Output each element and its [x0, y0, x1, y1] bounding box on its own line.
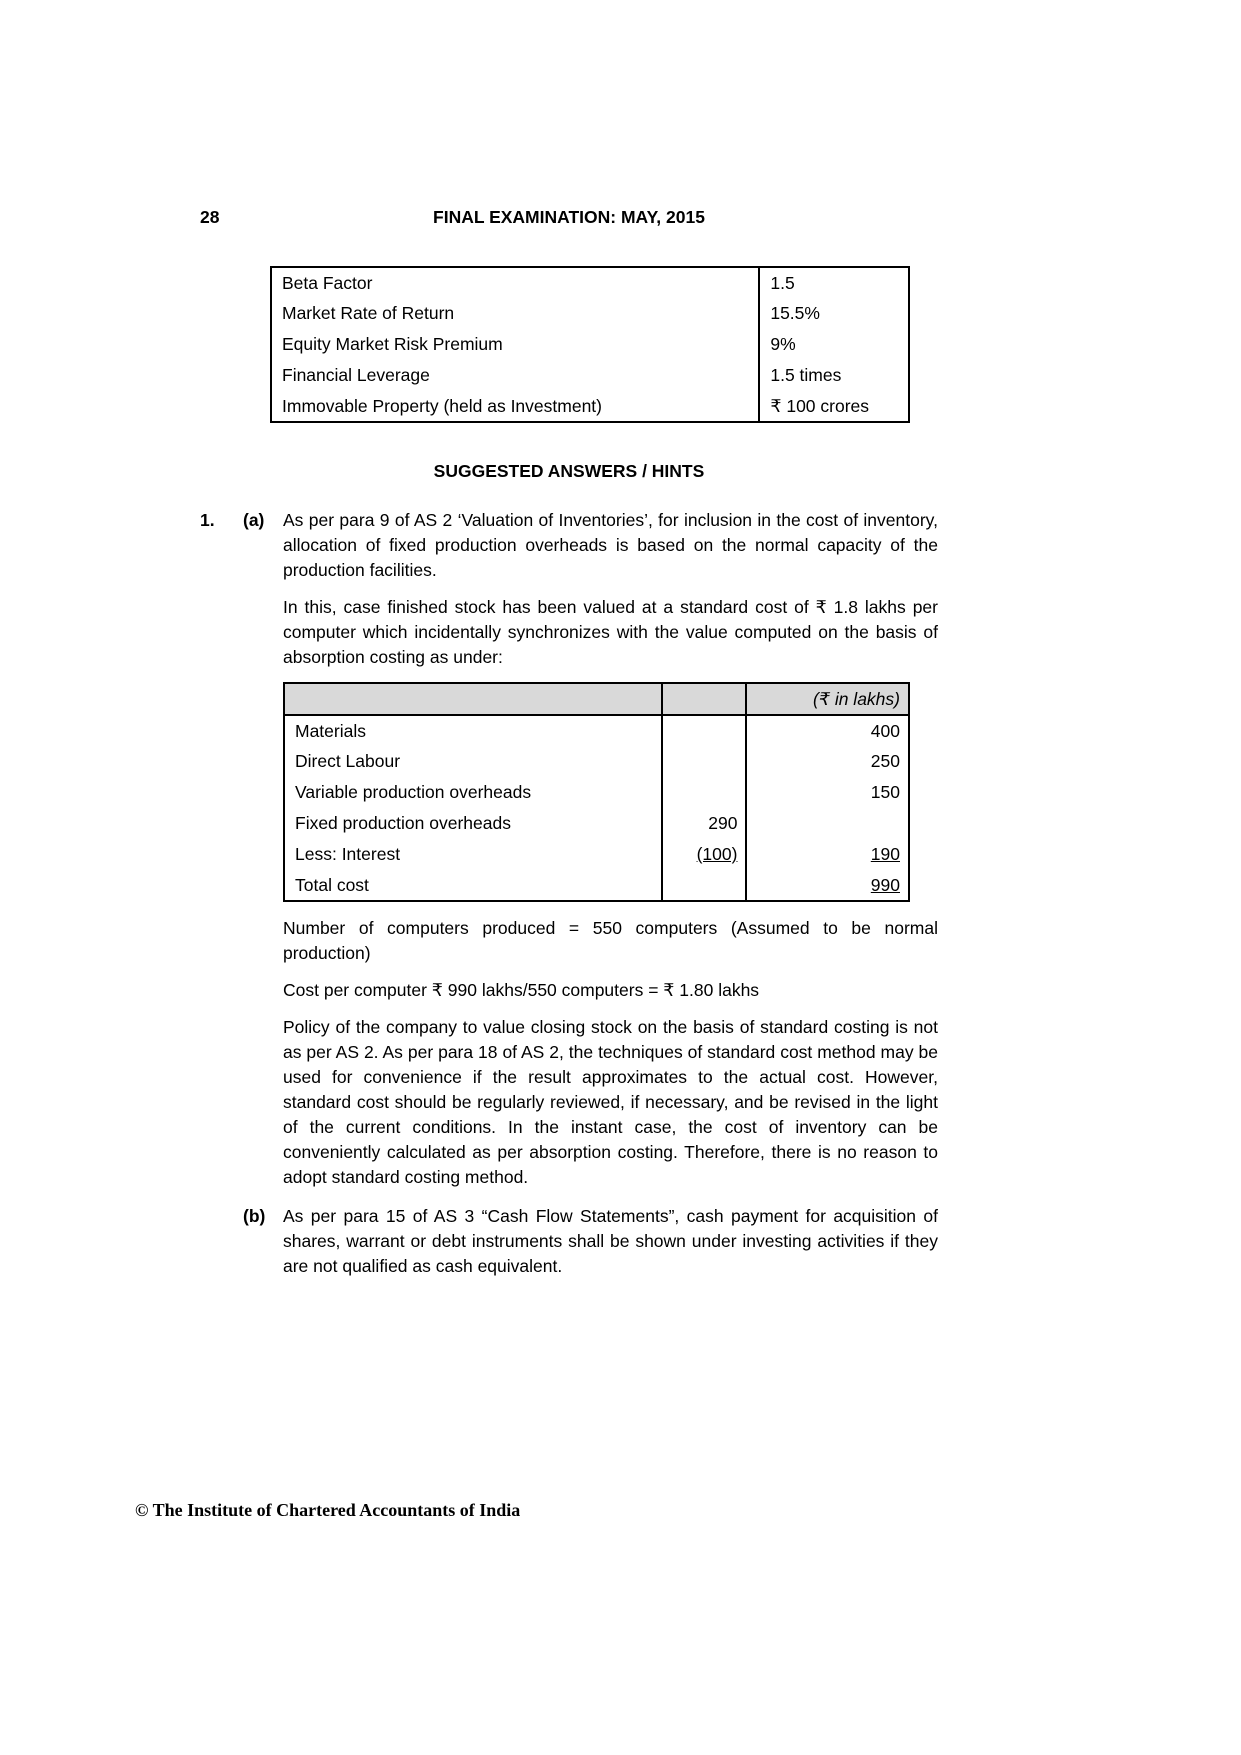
part-a-body — [283, 508, 938, 1202]
part-b-body — [283, 1204, 938, 1291]
cost-mid — [662, 746, 747, 777]
info-label: Beta Factor — [282, 272, 373, 293]
page-title: FINAL EXAMINATION: MAY, 2015 — [433, 207, 705, 227]
info-label: Immovable Property (held as Investment) — [282, 395, 602, 416]
table-row — [271, 267, 909, 298]
cost-value — [746, 839, 909, 870]
cost-mid — [662, 715, 747, 746]
answer-1 — [200, 508, 938, 1202]
header-cell — [662, 683, 747, 715]
info-label: Financial Leverage — [282, 365, 430, 385]
paragraph: As per para 15 of AS 3 “Cash Flow Statements”, cash payment for acquisition of shares, warrant or debt instruments shall be shown under investing activities if they are not qualified as cash equivalent. — [283, 1206, 938, 1276]
cost-value — [746, 808, 909, 839]
cost-mid — [662, 870, 747, 901]
table-row — [271, 298, 909, 329]
cost-label: Fixed production overheads — [295, 813, 511, 833]
cost-value: 250 — [746, 746, 909, 777]
cost-label: Total cost — [295, 874, 369, 895]
copyright-footer: © The Institute of Chartered Accountants of India — [135, 1500, 521, 1520]
table-row — [271, 329, 909, 360]
cost-mid — [662, 839, 747, 870]
underlined-value: (100) — [696, 844, 738, 864]
info-label: Equity Market Risk Premium — [282, 334, 503, 354]
answer-1b — [200, 1204, 938, 1291]
info-value: 9% — [759, 329, 909, 360]
header-cell-rupees: (₹ in lakhs) — [746, 683, 909, 715]
cost-value: 150 — [746, 777, 909, 808]
paragraph: Policy of the company to value closing stock on the basis of standard costing is not as per AS 2. As per para 18 of AS 2, the techniques of standard cost method may be used for convenience if the result approximates to the actual cost. However, standard cost should be regularly reviewed, if necessary, and be revised in the light of the current conditions. In the instant case, the cost of inventory can be conveniently calculated as per absorption costing. Therefore, there is no reason to adopt standard costing method. — [283, 1017, 938, 1187]
content-column — [200, 0, 938, 1291]
page-number: 28 — [200, 207, 220, 227]
cost-table — [283, 682, 910, 902]
cost-value — [746, 870, 909, 901]
answer-number-spacer — [200, 1204, 243, 1291]
table-row — [284, 839, 909, 870]
paragraph: Number of computers produced = 550 computers (Assumed to be normal production) — [283, 918, 938, 963]
cost-mid — [662, 777, 747, 808]
table-row — [284, 777, 909, 808]
underlined-value: 190 — [870, 844, 900, 864]
underlined-value: 990 — [870, 874, 900, 895]
paragraph: Cost per computer ₹ 990 lakhs/550 computers = ₹ 1.80 lakhs — [283, 980, 760, 1000]
cost-value: 400 — [746, 715, 909, 746]
info-table — [270, 266, 910, 423]
part-b-label: (b) — [243, 1206, 266, 1226]
part-a-label: (a) — [243, 510, 265, 530]
cost-label: Direct Labour — [295, 751, 401, 771]
cost-table-header — [284, 683, 909, 715]
info-label: Market Rate of Return — [282, 303, 455, 323]
table-row — [271, 360, 909, 391]
table-row — [284, 715, 909, 746]
answer-number: 1. — [200, 510, 215, 530]
table-row — [284, 746, 909, 777]
section-heading: SUGGESTED ANSWERS / HINTS — [433, 461, 705, 481]
paragraph: In this, case finished stock has been valued at a standard cost of ₹ 1.8 lakhs per computer which incidentally synchronizes with the value computed on the basis of absorption costing as under: — [283, 597, 938, 667]
table-row — [284, 870, 909, 901]
cost-label: Less: Interest — [295, 844, 401, 864]
cost-mid: 290 — [662, 808, 747, 839]
table-row — [271, 391, 909, 422]
info-value: 1.5 times — [759, 360, 909, 391]
paragraph: As per para 9 of AS 2 ‘Valuation of Inventories’, for inclusion in the cost of inventory, allocation of fixed production overheads is based on the normal capacity of the production facilities. — [283, 510, 938, 580]
info-value: ₹ 100 crores — [759, 391, 909, 422]
cost-label: Materials — [295, 720, 366, 741]
header-cell — [284, 683, 662, 715]
page-header — [200, 205, 938, 230]
table-row — [284, 808, 909, 839]
cost-label: Variable production overheads — [295, 782, 532, 802]
info-value: 1.5 — [759, 267, 909, 298]
info-value: 15.5% — [759, 298, 909, 329]
